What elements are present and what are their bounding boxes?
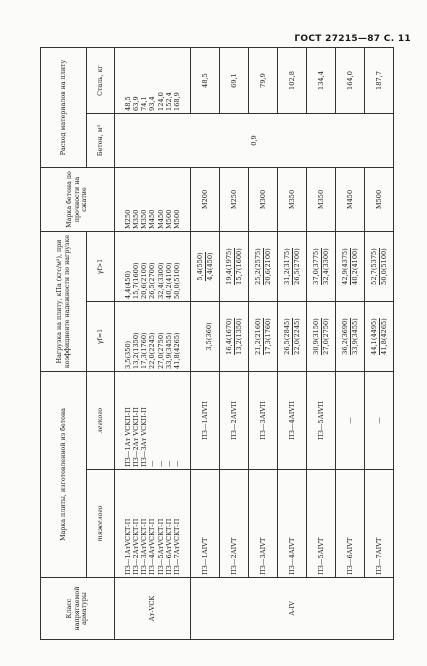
load-value-lower: 33,9(3455) [350,318,359,355]
light-marks [115,372,191,470]
load-value-upper: 36,2(3690) [341,318,350,355]
col-concrete: Бетон, м³ [87,114,115,168]
steel-value: 48,5 [191,48,220,114]
load-gamma-gt1 [220,232,249,302]
table-row-atvck [115,48,191,640]
load-gamma-gt1-line: 40,2(4100) [164,262,173,299]
load-value-upper: 21,2(2160) [254,318,263,355]
heavy-mark: ПЗ—1АIVТ [191,470,220,578]
steel-value: 164,0 [336,48,365,114]
concrete-grade: М350 [278,168,307,232]
load-value-upper: 52,7(5375) [370,248,379,285]
load-gamma-gt1 [365,232,394,302]
load-value-lower: 20,6(2100) [263,248,272,285]
load-value-lower: 13,2(1350) [234,318,243,355]
heavy-mark: ПЗ—2АIVТ [220,470,249,578]
load-gamma-gt1 [336,232,365,302]
steel-values-line: 63,9 [131,96,140,111]
load-value-lower: 50,0(5100) [379,248,388,285]
concrete-grade: М500 [365,168,394,232]
load-value-upper: 19,4(1975) [225,248,234,285]
heavy-mark: ПЗ—4АIVТ [278,470,307,578]
load-gamma-gt1-line: 4,4(450) [123,270,132,299]
load-value-lower: 22,0(2245) [292,318,301,355]
light-mark: — [365,372,394,470]
concrete-grades-line: М350 [131,209,140,229]
col-gamma-gt1: γf>1 [87,232,115,302]
load-gamma1 [249,302,278,372]
load-gamma1 [278,302,307,372]
load-value-upper: 37,0(3775) [312,248,321,285]
table-body [115,48,394,640]
concrete-grades [115,168,191,232]
concrete-grades-line: М250 [123,209,132,229]
load-value-lower: 15,7(1600) [234,248,243,285]
light-marks-line: — [148,460,157,467]
load-gamma-gt1-line: 15,7(1600) [131,262,140,299]
load-value-lower: 40,2(4100) [350,248,359,285]
light-marks-line: ПЗ—3Ат VCKП-П [140,407,149,467]
steel-values-line: 168,9 [173,92,182,111]
load-value-upper: 5,4(550) [196,252,205,281]
load-value-upper: 30,9(3150) [312,318,321,355]
concrete-volume: 0,9 [115,114,394,168]
heavy-mark: ПЗ—6АIVТ [336,470,365,578]
load-gamma-gt1 [278,232,307,302]
concrete-grades-line: М450 [148,209,157,229]
heavy-mark: ПЗ—3АIVТ [249,470,278,578]
concrete-grades-line: М500 [164,209,173,229]
steel-values-line: 124,0 [156,92,165,111]
load-value-lower: 32,4(3300) [321,248,330,285]
load-gamma1-line: 3,5(350) [123,340,132,369]
load-value-upper: 42,9(4375) [341,248,350,285]
col-concrete-grade: Марка бетона по прочности на сжатие [41,168,115,232]
light-marks-line: — [156,460,165,467]
load-gamma1-line: 22,0(2245) [148,332,157,369]
steel-class-atvck: Ат-VCK [115,578,191,640]
load-value-lower: 41,8(4265) [379,318,388,355]
load-gamma1-line: 17,3(1760) [140,332,149,369]
heavy-marks-line: ПЗ—4АтVCKТ-П [148,518,157,575]
load-gamma1 [336,302,365,372]
load-value-lower: 3,5(360) [205,322,213,351]
steel-class-aiv: А-IV [191,578,394,640]
light-marks-line: — [173,460,182,467]
load-value-upper: 44,1(4495) [370,318,379,355]
steel-values-line: 152,4 [164,92,173,111]
light-marks-line: ПЗ—2Ат VCKП-П [131,407,140,467]
page-header: ГОСТ 27215—87 С. 11 [294,34,411,44]
heavy-marks-line: ПЗ—1АтVCKТ-П [123,518,132,575]
steel-value: 134,4 [307,48,336,114]
load-gamma1 [191,302,220,372]
col-load: Нагрузка на плиту, кПа (кгс/м²), при коэффициенте надежности по нагрузке [41,232,87,372]
light-mark: — [336,372,365,470]
load-gamma1-line: 41,8(4265) [173,332,182,369]
concrete-grade: М350 [307,168,336,232]
load-gamma-gt1 [191,232,220,302]
concrete-grade: М200 [191,168,220,232]
load-gamma-gt1-line: 26,5(2700) [148,262,157,299]
steel-values-line: 74,1 [140,96,149,111]
steel-values [115,48,191,114]
steel-value: 69,1 [220,48,249,114]
col-heavy: тяжелого [87,470,115,578]
col-gamma1: γf=1 [87,302,115,372]
light-marks-line: — [164,460,173,467]
slab-table [40,47,394,640]
load-value-lower: 17,3(1760) [263,318,272,355]
load-gamma1 [307,302,336,372]
load-gamma1-line: 33,9(3455) [164,332,173,369]
load-value-upper: 26,5(2845) [283,318,292,355]
heavy-marks-line: ПЗ—5АтVCKТ-П [156,518,165,575]
heavy-marks-line: ПЗ—7АтVCKТ-П [173,518,182,575]
load-value-lower: 4,4(450) [205,252,214,281]
light-marks-line: ПЗ—1Ат VCKП-П [123,407,132,467]
load-value-upper: 25,2(2575) [254,248,263,285]
heavy-marks-line: ПЗ—6АтVCKТ-П [164,518,173,575]
heavy-marks [115,470,191,578]
load-gamma1-line: 13,2(1350) [131,332,140,369]
concrete-grade: М450 [336,168,365,232]
col-light: легкого [87,372,115,470]
steel-values-line: 93,4 [148,96,157,111]
steel-values-line: 48,5 [123,96,132,111]
load-value-upper: 31,2(3175) [283,248,292,285]
load-gamma-gt1-line: 32,4(3300) [156,262,165,299]
load-gamma-gt1-line: 20,6(2100) [140,262,149,299]
load-gamma-gt1 [115,232,191,302]
rotated-table-container [40,48,392,640]
light-mark: ПЗ—1АIVП [191,372,220,470]
steel-value: 79,9 [249,48,278,114]
light-mark: ПЗ—2АIVП [220,372,249,470]
load-gamma1 [365,302,394,372]
concrete-grades-line: М500 [173,209,182,229]
light-mark: ПЗ—4АIVП [278,372,307,470]
steel-value: 187,7 [365,48,394,114]
col-steel: Сталь, кг [87,48,115,114]
concrete-grades-line: М450 [156,209,165,229]
load-gamma1 [115,302,191,372]
light-mark: ПЗ—5АIVП [307,372,336,470]
load-gamma-gt1-line: 50,0(5100) [173,262,182,299]
steel-value: 102,8 [278,48,307,114]
load-value-lower: 26,5(2700) [292,248,301,285]
heavy-marks-line: ПЗ—2АтVCKТ-П [131,518,140,575]
col-consumption: Расход материалов на плиту [41,48,87,168]
heavy-marks-line: ПЗ—3АтVCKТ-П [140,518,149,575]
concrete-grades-line: М350 [140,209,149,229]
concrete-grade: М300 [249,168,278,232]
heavy-mark: ПЗ—7АIVТ [365,470,394,578]
concrete-grade: М250 [220,168,249,232]
light-mark: ПЗ—3АIVП [249,372,278,470]
col-steel-class: Класс напрягаемой арматуры [41,578,115,640]
col-slab-mark: Марка плиты, изготовленной из бетона [41,372,87,578]
heavy-mark: ПЗ—5АIVТ [307,470,336,578]
load-value-lower: 27,0(2750) [321,318,330,355]
load-gamma-gt1 [249,232,278,302]
load-gamma1 [220,302,249,372]
load-gamma-gt1 [307,232,336,302]
load-gamma1-line: 27,0(2750) [156,332,165,369]
load-value-upper: 16,4(1670) [225,318,234,355]
